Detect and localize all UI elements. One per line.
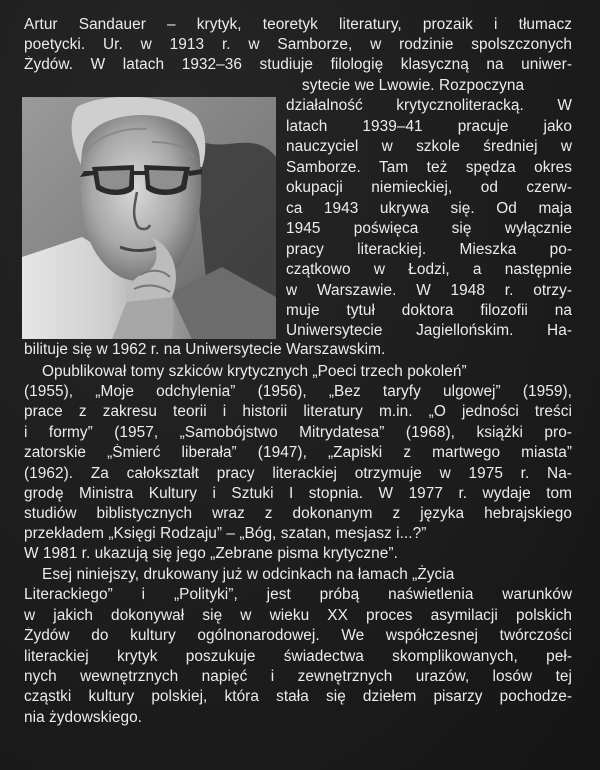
author-portrait — [22, 97, 276, 339]
text-line: sytecie we Lwowie. Rozpoczyna — [302, 77, 525, 94]
text-line: (1962). Za całokształt pracy literackiej otrzymuje w 1975 r. Na- — [24, 465, 572, 482]
text-line: nych wewnętrznych napięć i zewnętrznych urazów, losów tej — [24, 668, 572, 685]
text-line: w jakich dokonywał się w wieku XX proces asymilacji polskich — [24, 607, 572, 624]
text-line: i formy” (1957, „Samobójstwo Mitrydatesa” (1968), książki pro- — [24, 424, 572, 441]
text-line: Artur Sandauer – krytyk, teoretyk literatury, prozaik i tłumacz — [24, 16, 572, 33]
text-line: bilituje się w 1962 r. na Uniwersytecie Warszawskim. — [24, 341, 386, 358]
text-line: Uniwersytecie Jagiellońskim. Ha- — [286, 322, 572, 339]
text-line: przekładem „Księgi Rodzaju” – „Bóg, szatan, mesjasz i...?” — [24, 525, 427, 542]
text-line: zatorskie „Śmierć liberała” (1947), „Zapiski z martwego miasta” — [24, 444, 572, 461]
text-line: w Warszawie. W 1948 r. otrzy- — [286, 282, 572, 299]
text-line: 1945 poświęca się wyłącznie — [286, 220, 572, 237]
text-line: pracy literackiej. Mieszka po- — [286, 241, 572, 258]
paragraph-start: Esej niniejszy, drukowany już w odcinkach na łamach „Życia — [42, 566, 455, 583]
portrait-image — [22, 97, 276, 339]
text-line: nauczyciel w szkole średniej w — [286, 138, 572, 155]
text-line: poetycki. Ur. w 1913 r. w Samborze, w rodzinie spolszczonych — [24, 36, 572, 53]
text-line: działalność krytycznoliteracką. W — [286, 97, 572, 114]
text-line: Literackiego” i „Polityki”, jest próbą naświetlenia warunków — [24, 586, 572, 603]
text-line: Żydów. W latach 1932–36 studiuje filologię klasyczną na uniwer- — [24, 56, 572, 73]
text-line: W 1981 r. ukazują się jego „Zebrane pisma krytyczne”. — [24, 545, 398, 562]
text-line: nia żydowskiego. — [24, 709, 143, 726]
text-line: czątkowo w Łodzi, a następnie — [286, 261, 572, 278]
text-line: ca 1943 ukrywa się. Od maja — [286, 200, 572, 217]
text-line: Żydów do kultury ogólnonarodowej. We współczesnej twórczości — [24, 627, 572, 644]
text-line: muje tytuł doktora filozofii na — [286, 302, 572, 319]
text-line: prace z zakresu teorii i historii literatury m.in. „O jedności treści — [24, 403, 572, 420]
text-line: grodę Ministra Kultury i Sztuki I stopnia. W 1977 r. wydaje tom — [24, 485, 572, 502]
paragraph-start: Opublikował tomy szkiców krytycznych „Poeci trzech pokoleń” — [42, 363, 467, 380]
text-line: (1955), „Moje odchylenia” (1956), „Bez taryfy ulgowej” (1959), — [24, 383, 572, 400]
text-line: okupacji niemieckiej, od czerw- — [286, 179, 572, 196]
text-line: Samborze. Tam też spędza okres — [286, 159, 572, 176]
text-line: latach 1939–41 pracuje jako — [286, 118, 572, 135]
text-line: literackiej krytyk poszukuje świadectwa skomplikowanych, peł- — [24, 648, 572, 665]
text-line: cząstki kultury polskiej, która stała się dziełem pisarzy pochodze- — [24, 688, 572, 705]
text-line: studiów biblistycznych wraz z dokonanym z języka hebrajskiego — [24, 505, 572, 522]
